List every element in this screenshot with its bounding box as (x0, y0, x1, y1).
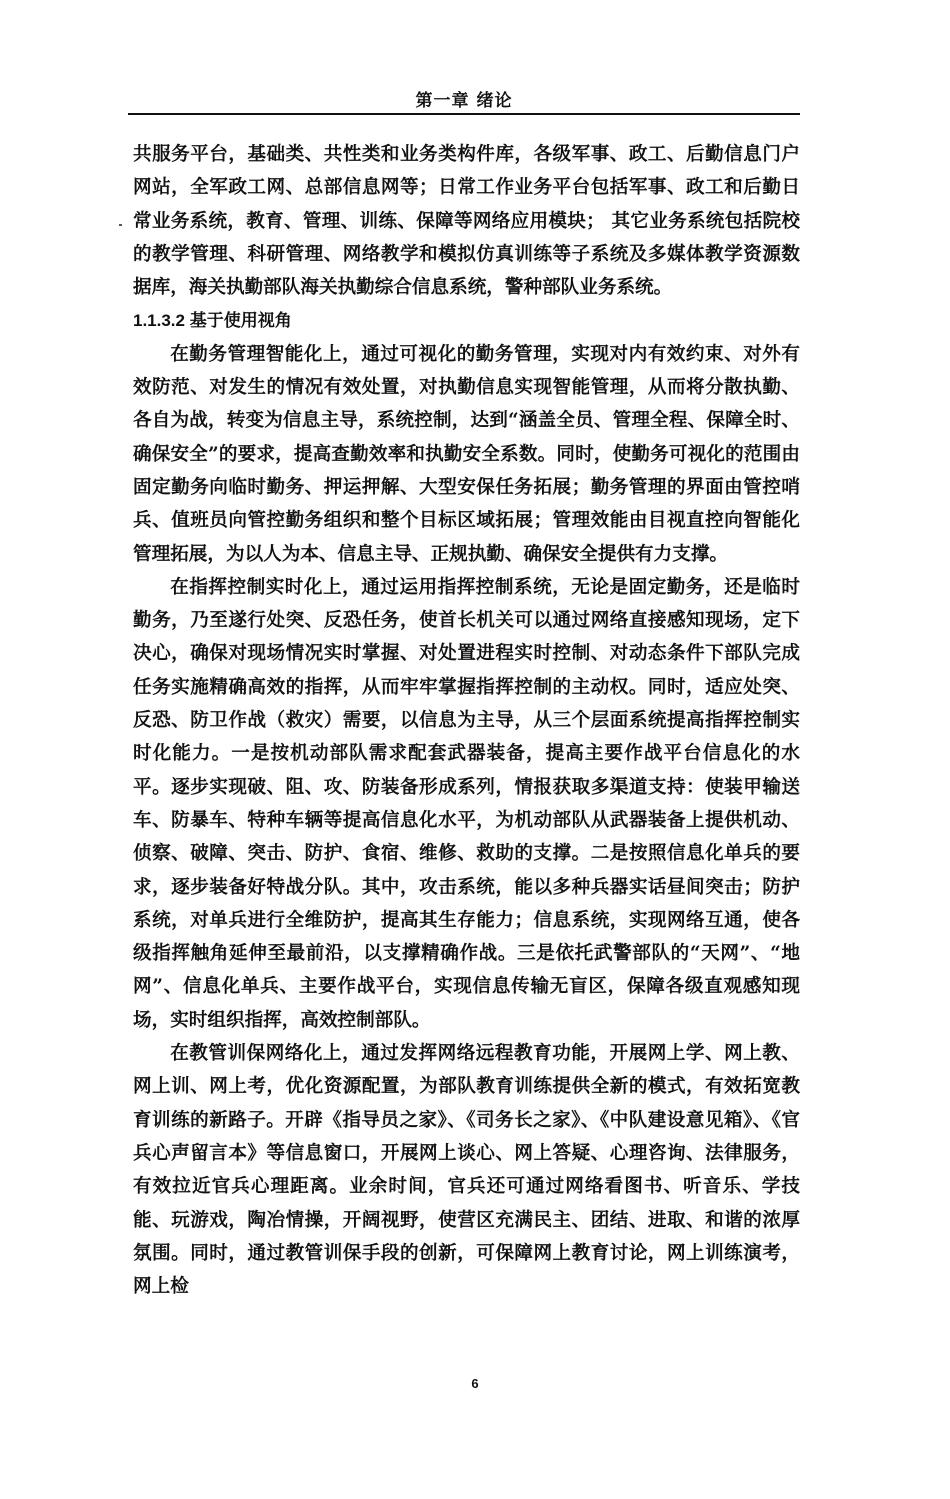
header-rule (128, 113, 800, 115)
scan-speck (119, 224, 122, 226)
paragraph-duty-management: 在勤务管理智能化上，通过可视化的勤务管理，实现对内有效约束、对外有效防范、对发生的情况有效处置，对执勤信息实现智能管理，从而将分散执勤、各自为战，转变为信息主导，系统控制，达到“涵盖全员、管理全程、保障全时、确保安全”的要求，提高查勤效率和执勤安全系数。同时，使勤务可视化的范围由固定勤务向临时勤务、押运押解、大型安保任务拓展；勤务管理的界面由管控哨兵、值班员向管控勤务组织和整个目标区域拓展；管理效能由目视直控向智能化管理拓展，为以人为本、信息主导、正规执勤、确保安全提供有力支撑。 (133, 343, 800, 565)
running-header-title: 第一章 绪论 (415, 91, 513, 111)
body-text (133, 138, 800, 1303)
page-number: 6 (471, 1376, 479, 1391)
paragraph-continuation: 共服务平台，基础类、共性类和业务类构件库，各级军事、政工、后勤信息门户网站，全军政工网、总部信息网等；日常工作业务平台包括军事、政工和后勤日常业务系统，教育、管理、训练、保障等网络应用模块； 其它业务系统包括院校的教学管理、科研管理、网络教学和模拟仿真训练等子系统及多媒体教学资源数据库，海关执勤部队海关执勤综合信息系统，警种部队业务系统。 (133, 144, 800, 299)
paragraph-education-training: 在教管训保网络化上，通过发挥网络远程教育功能，开展网上学、网上教、网上训、网上考，优化资源配置，为部队教育训练提供全新的模式，有效拓宽教育训练的新路子。开辟《指导员之家》、《司务长之家》、《中队建设意见箱》、《官兵心声留言本》等信息窗口，开展网上谈心、网上答疑、心理咨询、法律服务，有效拉近官兵心理距离。业余时间，官兵还可通过网络看图书、听音乐、学技能、玩游戏，陶冶情操，开阔视野，使营区充满民主、团结、进取、和谐的浓厚氛围。同时，通过教管训保手段的创新，可保障网上教育讨论，网上训练演考，网上检 (133, 1043, 800, 1298)
paragraph-command-control: 在指挥控制实时化上，通过运用指挥控制系统，无论是固定勤务，还是临时勤务，乃至遂行处突、反恐任务，使首长机关可以通过网络直接感知现场，定下决心，确保对现场情况实时掌握、对处置进程实时控制、对动态条件下部队完成任务实施精确高效的指挥，从而牢牢掌握指挥控制的主动权。同时，适应处突、反恐、防卫作战（救灾）需要，以信息为主导，从三个层面系统提高指挥控制实时化能力。一是按机动部队需求配套武器装备，提高主要作战平台信息化的水平。逐步实现破、阻、攻、防装备形成系列，情报获取多渠道支持：使装甲输送车、防暴车、特种车辆等提高信息化水平，为机动部队从武器装备上提供机动、侦察、破障、突击、防护、食宿、维修、救助的支撑。二是按照信息化单兵的要求，逐步装备好特战分队。其中，攻击系统，能以多种兵器实话昼间突击；防护系统，对单兵进行全维防护，提高其生存能力；信息系统，实现网络互通，使各级指挥触角延伸至最前沿，以支撑精确作战。三是依托武警部队的“天网”、“地网”、信息化单兵、主要作战平台，实现信息传输无盲区，保障各级直观感知现场，实时组织指挥，高效控制部队。 (133, 576, 800, 1031)
section-heading: 1.1.3.2 基于使用视角 (133, 311, 292, 331)
